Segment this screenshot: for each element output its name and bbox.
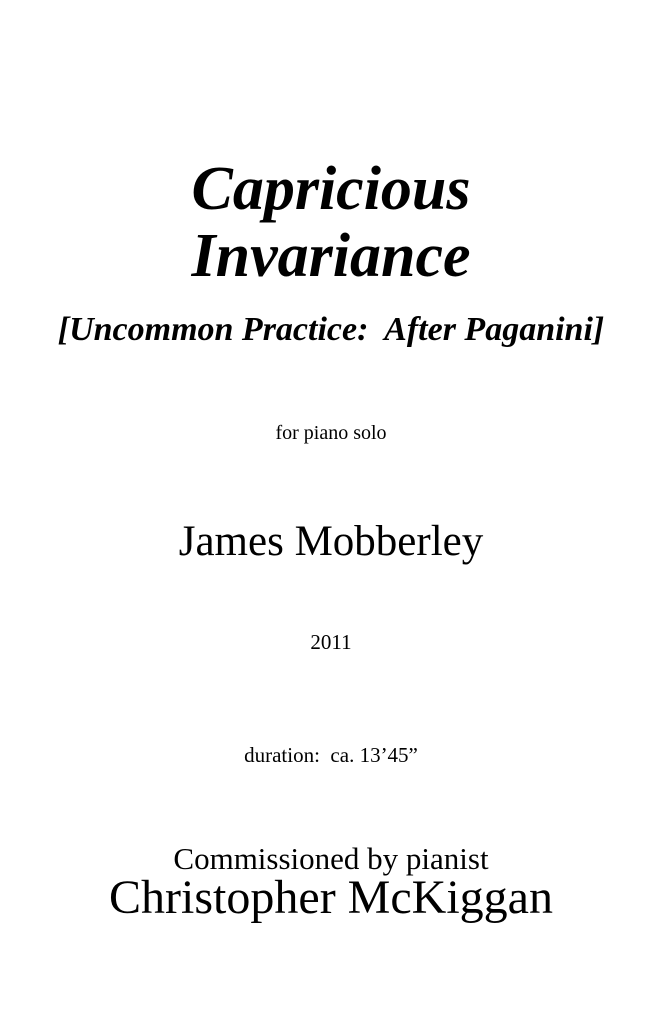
duration-text: duration: ca. 13’45” [244, 743, 418, 767]
commission-text: Commissioned by pianist [173, 841, 489, 876]
work-title-line-2: Invariance [191, 222, 471, 290]
composition-year: 2011 [310, 630, 352, 654]
work-title-line-1: Capricious [191, 155, 471, 223]
instrumentation-text: for piano solo [275, 422, 387, 444]
commissioner-name: Christopher McKiggan [109, 871, 553, 924]
composer-name: James Mobberley [178, 518, 484, 565]
work-subtitle: [Uncommon Practice: After Paganini] [57, 311, 605, 348]
